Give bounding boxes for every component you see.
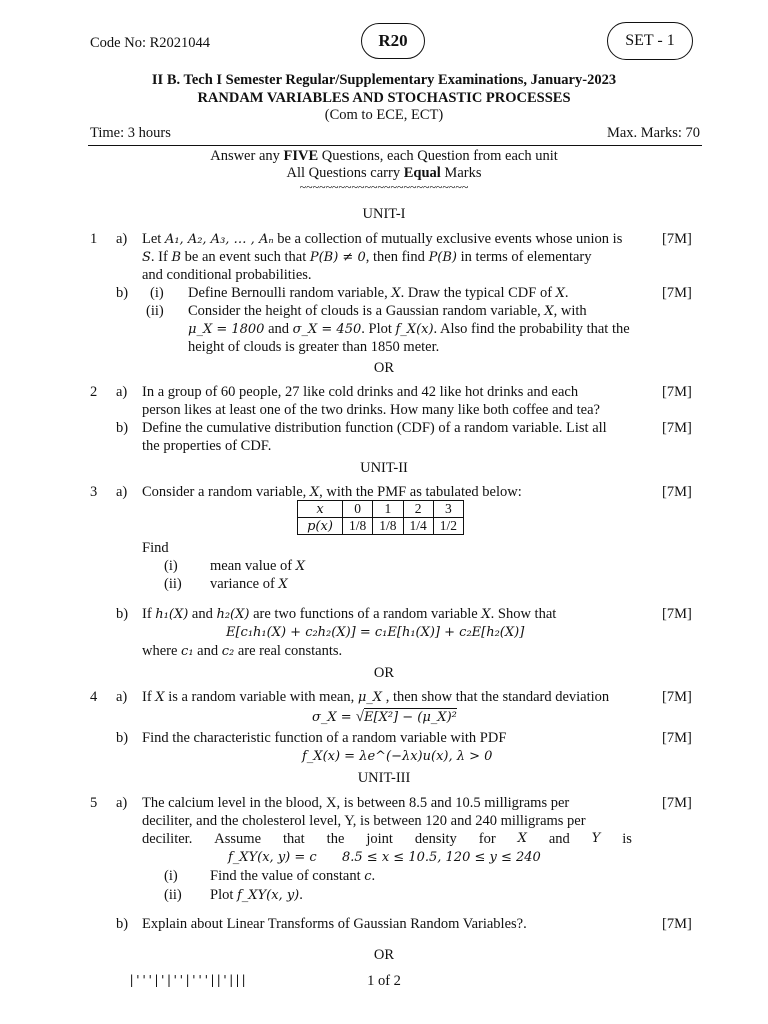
q2-number: 2 bbox=[90, 384, 98, 400]
q5-ii-text: Plot f_XY(x, y). bbox=[210, 887, 303, 903]
q1b-ii-line-1: Consider the height of clouds is a Gaussian random variable, X, with bbox=[188, 303, 587, 319]
q3-i-label: (i) bbox=[164, 558, 178, 574]
tilde-divider: ~~~~~~~~~~~~~~~~~~~~~~~~~~ bbox=[299, 180, 469, 194]
sqrt-icon: √ bbox=[355, 709, 365, 725]
pmf-x-cell: 2 bbox=[403, 501, 433, 518]
q3a-line-1: Consider a random variable, X, with the PMF as tabulated below: bbox=[142, 484, 522, 500]
q2a-label: a) bbox=[116, 384, 128, 400]
q3b-line-3: where c₁ and c₂ are real constants. bbox=[142, 643, 343, 659]
q1b-ii-line-3: height of clouds is greater than 1850 meter. bbox=[188, 339, 440, 355]
q3a-marks: [7M] bbox=[662, 484, 692, 500]
q3-find-label: Find bbox=[142, 540, 169, 556]
q1b-marks: [7M] bbox=[662, 285, 692, 301]
pmf-p-header: p(x) bbox=[298, 518, 343, 535]
pmf-x-cell: 0 bbox=[343, 501, 373, 518]
q5b-text: Explain about Linear Transforms of Gaussian Random Variables?. bbox=[142, 916, 527, 932]
q3b-marks: [7M] bbox=[662, 606, 692, 622]
pmf-table bbox=[297, 500, 464, 535]
q2b-marks: [7M] bbox=[662, 420, 692, 436]
barcode: |'''|'|''|'''||'||| bbox=[128, 973, 247, 987]
q2a-marks: [7M] bbox=[662, 384, 692, 400]
pmf-p-cell: 1/4 bbox=[403, 518, 433, 535]
q5-number: 5 bbox=[90, 795, 98, 811]
pmf-p-cell: 1/8 bbox=[373, 518, 403, 535]
q1a-line-3: and conditional probabilities. bbox=[142, 267, 312, 283]
q5-ii-label: (ii) bbox=[164, 887, 182, 903]
q4b-marks: [7M] bbox=[662, 730, 692, 746]
pmf-p-cell: 1/8 bbox=[343, 518, 373, 535]
pmf-x-row bbox=[298, 501, 464, 518]
q2b-line-2: the properties of CDF. bbox=[142, 438, 272, 454]
header-divider bbox=[88, 145, 702, 146]
q5a-line-3: deciliter. Assume that the joint density for X and Y is bbox=[142, 831, 632, 847]
q4a-line-1: If X is a random variable with mean, μ_X , then show that the standard deviation bbox=[142, 689, 610, 705]
q4-number: 4 bbox=[90, 689, 98, 705]
instruction-line-2: All Questions carry Equal Marks bbox=[286, 165, 482, 181]
q3b-line-1: If h₁(X) and h₂(X) are two functions of a random variable X. Show that bbox=[142, 606, 557, 622]
q2a-line-2: person likes at least one of the two drinks. How many like both coffee and tea? bbox=[142, 402, 600, 418]
q3-number: 3 bbox=[90, 484, 98, 500]
code-number: Code No: R2021044 bbox=[90, 35, 211, 51]
q2b-label: b) bbox=[116, 420, 129, 436]
q5a-label: a) bbox=[116, 795, 128, 811]
set-badge: SET - 1 bbox=[607, 22, 693, 60]
unit-2-heading: UNIT-II bbox=[360, 460, 408, 476]
q1a-line-1: Let A₁, A₂, A₃, … , Aₙ be a collection of mutually exclusive events whose union is bbox=[142, 231, 623, 247]
branches: (Com to ECE, ECT) bbox=[324, 107, 444, 123]
q3-i-text: mean value of X bbox=[210, 558, 306, 574]
q1b-ii-line-2: μ_X = 1800 and σ_X = 450. Plot f_X(x). Also find the probability that the bbox=[188, 321, 630, 337]
q3b-equation: E[c₁h₁(X) + c₂h₂(X)] = c₁E[h₁(X)] + c₂E[h₂(X)] bbox=[226, 625, 525, 640]
q1a-line-2: S. If B be an event such that P(B) ≠ 0, then find P(B) in terms of elementary bbox=[142, 249, 592, 265]
q1a-marks: [7M] bbox=[662, 231, 692, 247]
pmf-x-header: x bbox=[298, 501, 343, 518]
q4a-equation: σ_X = √E[X²] − (μ_X)² bbox=[312, 709, 457, 725]
q5a-equation-left: f_XY(x, y) = c bbox=[228, 850, 317, 865]
q5a-equation-right: 8.5 ≤ x ≤ 10.5, 120 ≤ y ≤ 240 bbox=[342, 850, 541, 865]
q3b-label: b) bbox=[116, 606, 129, 622]
instruction-line-1: Answer any FIVE Questions, each Question from each unit bbox=[210, 148, 558, 164]
q4a-marks: [7M] bbox=[662, 689, 692, 705]
max-marks-label: Max. Marks: 70 bbox=[606, 125, 700, 141]
q1-number: 1 bbox=[90, 231, 98, 247]
or-separator-3: OR bbox=[373, 947, 395, 963]
q5a-line-2: deciliter, and the cholesterol level, Y, is between 120 and 240 milligrams per bbox=[142, 813, 586, 829]
q5-i-text: Find the value of constant c. bbox=[210, 868, 376, 884]
unit-1-heading: UNIT-I bbox=[362, 206, 406, 222]
pmf-x-cell: 1 bbox=[373, 501, 403, 518]
q1b-ii-label: (ii) bbox=[146, 303, 164, 319]
q1b-i-text: Define Bernoulli random variable, X. Draw the typical CDF of X. bbox=[188, 285, 569, 301]
q1b-label: b) bbox=[116, 285, 129, 301]
pmf-p-row bbox=[298, 518, 464, 535]
or-separator-2: OR bbox=[373, 665, 395, 681]
q5b-label: b) bbox=[116, 916, 129, 932]
q5-i-label: (i) bbox=[164, 868, 178, 884]
q5b-marks: [7M] bbox=[662, 916, 692, 932]
q4a-label: a) bbox=[116, 689, 128, 705]
q2a-line-1: In a group of 60 people, 27 like cold drinks and 42 like hot drinks and each bbox=[142, 384, 579, 400]
q3-ii-label: (ii) bbox=[164, 576, 182, 592]
q3a-label: a) bbox=[116, 484, 128, 500]
q1a-label: a) bbox=[116, 231, 128, 247]
subject-title: RANDAM VARIABLES AND STOCHASTIC PROCESSES bbox=[197, 90, 571, 106]
q4b-equation: f_X(x) = λe^(−λx)u(x), λ > 0 bbox=[302, 749, 493, 764]
q3-ii-text: variance of X bbox=[210, 576, 288, 592]
q4b-label: b) bbox=[116, 730, 129, 746]
pmf-p-cell: 1/2 bbox=[433, 518, 463, 535]
time-label: Time: 3 hours bbox=[90, 125, 171, 141]
q2b-line-1: Define the cumulative distribution function (CDF) of a random variable. List all bbox=[142, 420, 607, 436]
or-separator-1: OR bbox=[373, 360, 395, 376]
q1b-i-label: (i) bbox=[150, 285, 164, 301]
unit-3-heading: UNIT-III bbox=[357, 770, 411, 786]
q5a-marks: [7M] bbox=[662, 795, 692, 811]
regulation-badge: R20 bbox=[361, 23, 425, 59]
q5a-line-1: The calcium level in the blood, X, is between 8.5 and 10.5 milligrams per bbox=[142, 795, 570, 811]
page-number: 1 of 2 bbox=[367, 973, 401, 989]
exam-title: II B. Tech I Semester Regular/Supplementary Examinations, January-2023 bbox=[151, 72, 617, 88]
pmf-x-cell: 3 bbox=[433, 501, 463, 518]
q4b-line-1: Find the characteristic function of a random variable with PDF bbox=[142, 730, 507, 746]
